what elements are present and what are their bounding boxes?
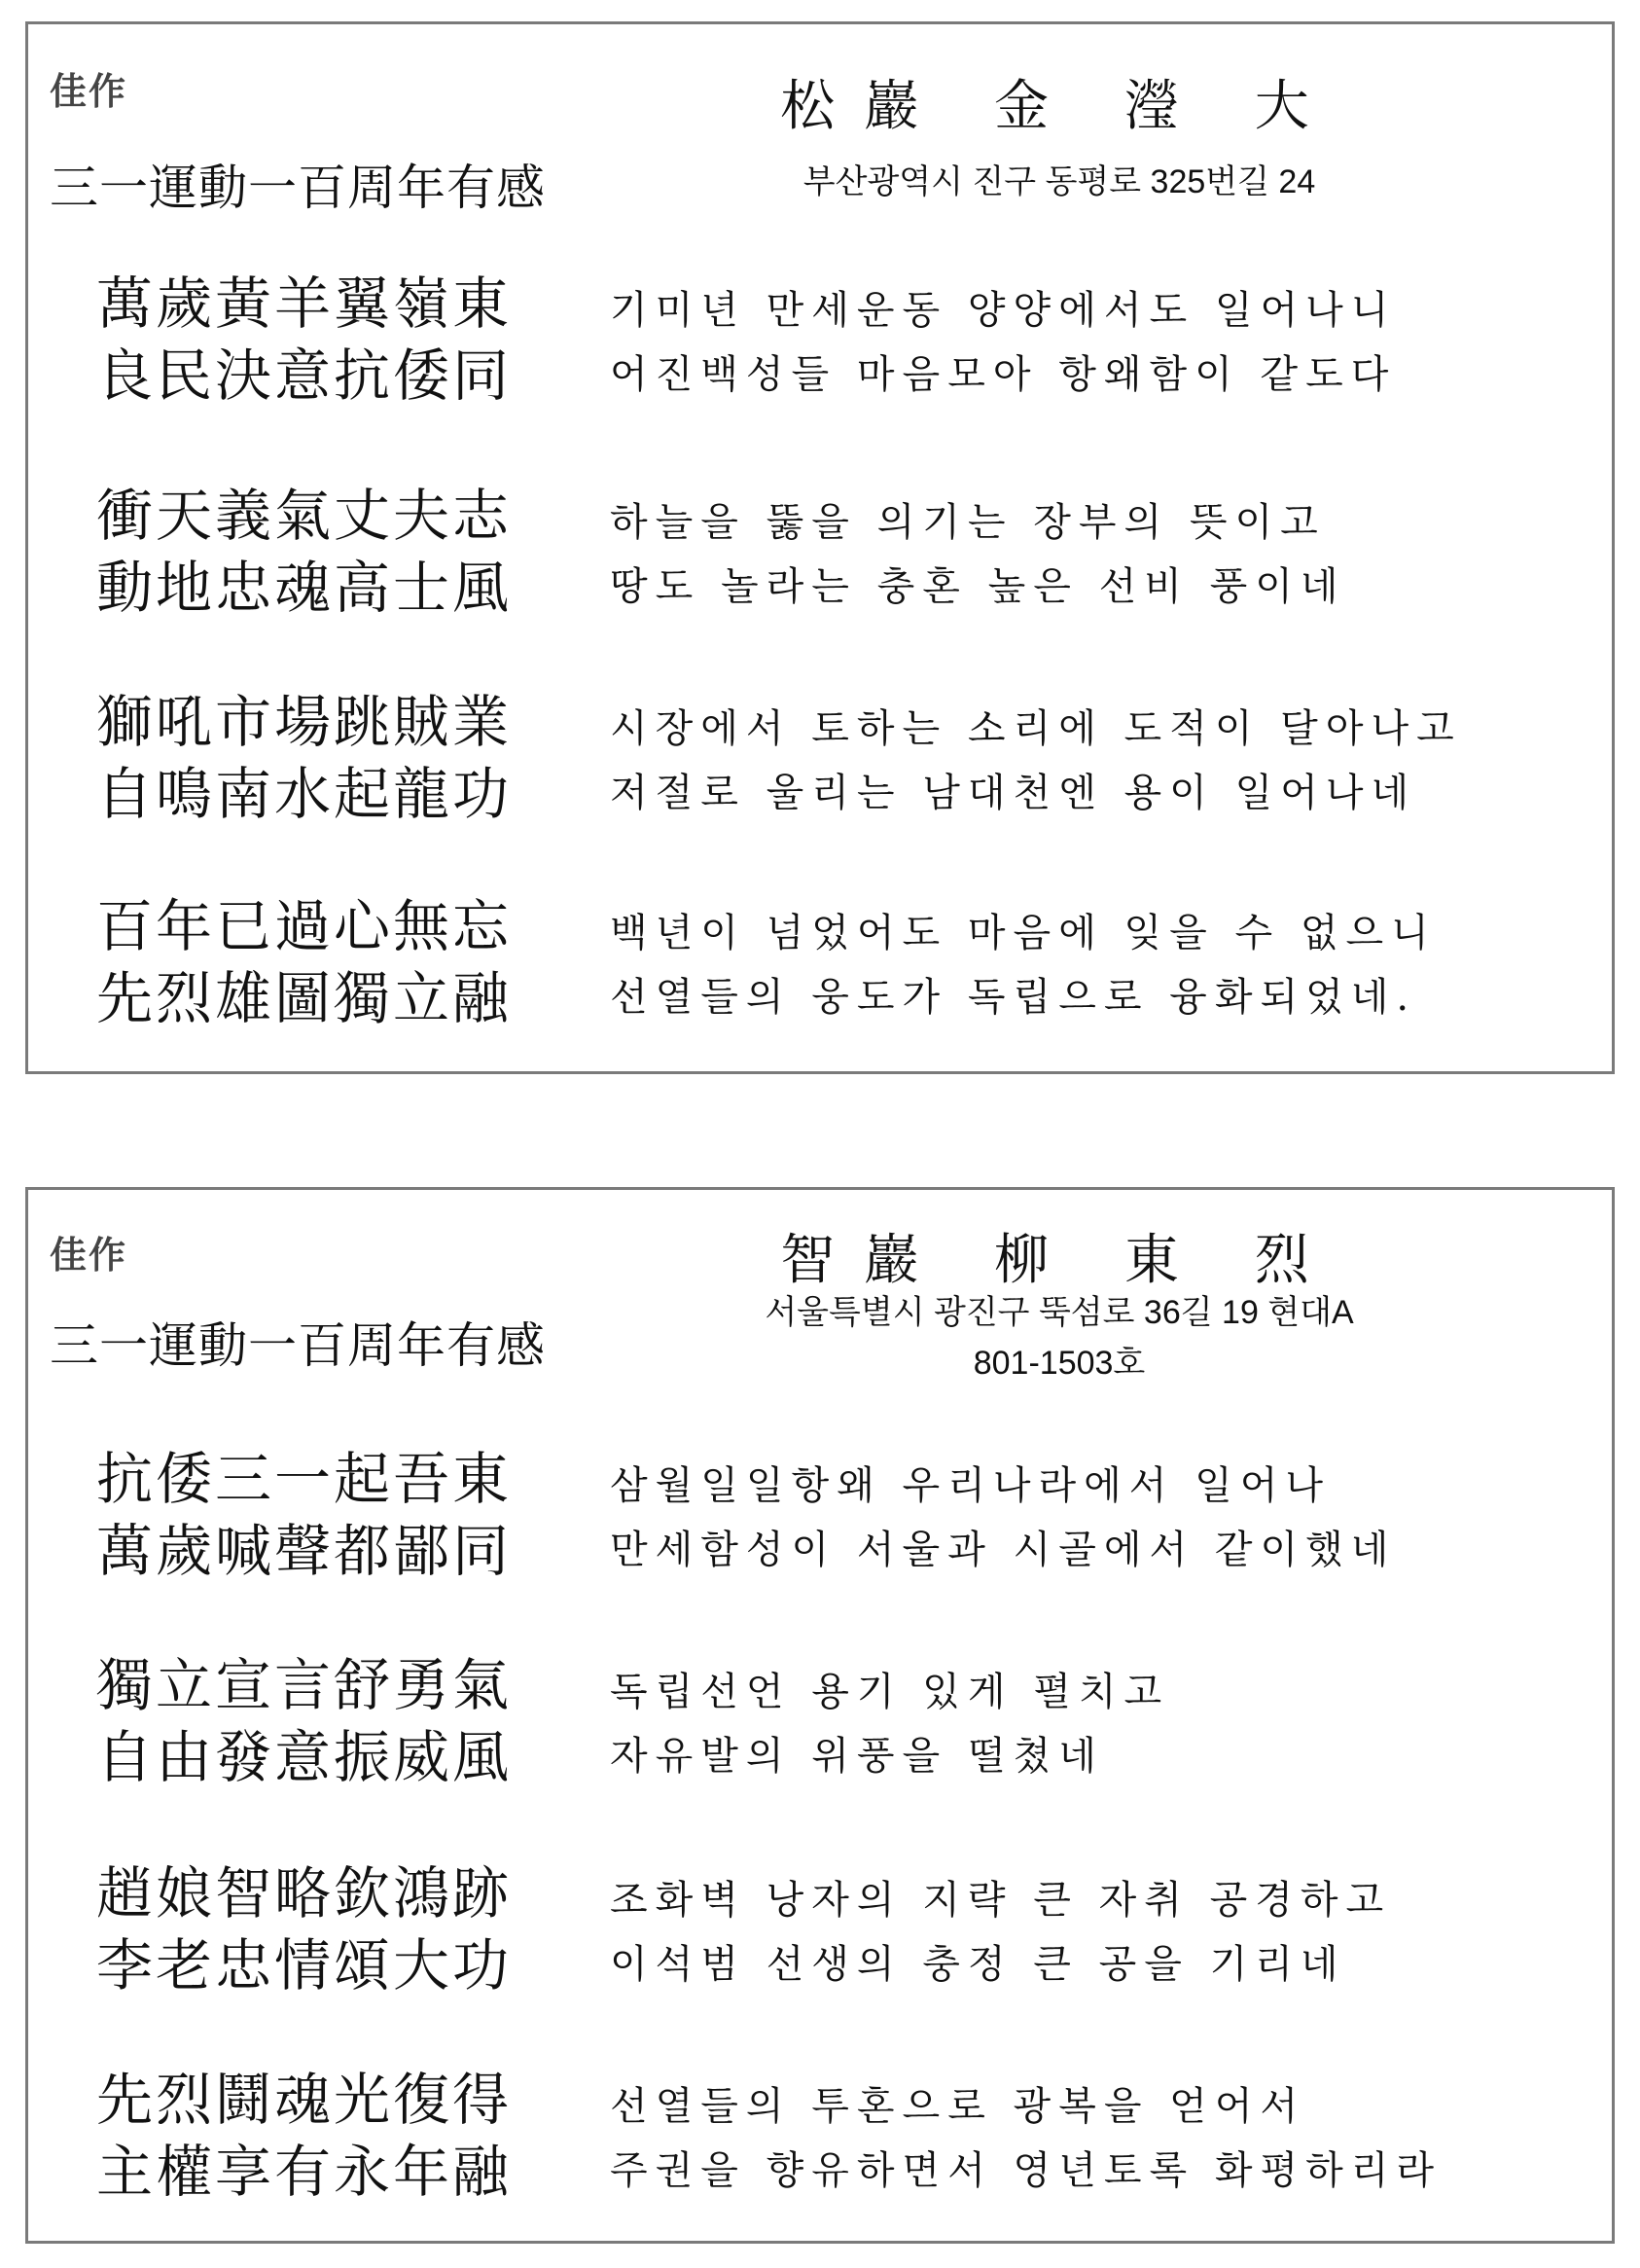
korean-translation-line: 땅도 놀라는 충혼 높은 선비 풍이네 — [610, 564, 1346, 609]
hanja-line: 先烈鬪魂光復得 — [96, 2067, 513, 2133]
hanja-line: 萬歲喊聲都鄙同 — [96, 1518, 513, 1584]
address-line: 801-1503호 — [973, 1345, 1146, 1382]
address-line: 부산광역시 진구 동평로 325번길 24 — [802, 163, 1316, 200]
poem-panel — [25, 21, 1615, 1074]
stanza — [28, 1433, 1618, 1584]
stanza — [28, 1848, 1618, 1998]
stanza — [28, 470, 1618, 621]
korean-translation-line: 하늘을 뚫을 의기는 장부의 뜻이고 — [610, 500, 1326, 545]
hanja-line: 獅吼市場跳賊業 — [96, 689, 513, 755]
korean-translation-line: 주권을 향유하면서 영년토록 화평하리라 — [610, 2148, 1443, 2193]
korean-translation-line: 어진백성들 마음모아 항왜함이 같도다 — [610, 352, 1397, 397]
hanja-line: 主權享有永年融 — [96, 2139, 513, 2205]
korean-translation-line: 조화벽 낭자의 지략 큰 자취 공경하고 — [610, 1878, 1392, 1923]
korean-translation-line: 기미년 만세운동 양양에서도 일어나니 — [610, 288, 1397, 333]
korean-translation-line: 저절로 울리는 남대천엔 용이 일어나네 — [610, 771, 1417, 815]
hanja-line: 百年已過心無忘 — [96, 893, 513, 959]
award-badge: 佳作 — [50, 1234, 128, 1277]
hanja-line: 自由發意振威風 — [96, 1724, 513, 1790]
stanza — [28, 881, 1618, 1031]
korean-translation-line: 삼월일일항왜 우리나라에서 일어나 — [610, 1463, 1332, 1508]
hanja-line: 自鳴南水起龍功 — [96, 761, 513, 827]
stanza — [28, 1639, 1618, 1790]
hanja-line: 良民決意抗倭同 — [96, 342, 513, 409]
korean-translation-line: 선열들의 투혼으로 광복을 얻어서 — [610, 2084, 1306, 2129]
stanza — [28, 2054, 1618, 2205]
korean-translation-line: 이석범 선생의 충정 큰 공을 기리네 — [610, 1942, 1346, 1987]
korean-translation-line: 독립선언 용기 있게 펼치고 — [610, 1670, 1170, 1714]
poem-title: 三一運動一百周年有感 — [50, 160, 546, 216]
stanza — [28, 676, 1618, 827]
korean-translation-line: 만세함성이 서울과 시골에서 같이했네 — [610, 1528, 1397, 1572]
hanja-line: 李老忠情頌大功 — [96, 1932, 513, 1998]
poem-author: 智巖 柳 東 烈 — [780, 1229, 1338, 1292]
author-address — [709, 1287, 1409, 1388]
korean-translation-line: 시장에서 토하는 소리에 도적이 달아나고 — [610, 706, 1462, 751]
hanja-line: 動地忠魂高士風 — [96, 555, 513, 621]
poem-author: 松巖 金 瀅 大 — [780, 75, 1338, 138]
stanza — [28, 258, 1618, 409]
korean-translation-line: 선열들의 웅도가 독립으로 융화되었네. — [610, 975, 1417, 1020]
author-address — [709, 159, 1409, 205]
hanja-line: 衝天義氣丈夫志 — [96, 483, 513, 549]
hanja-line: 趙娘智略欽鴻跡 — [96, 1860, 513, 1926]
poem-title: 三一運動一百周年有感 — [50, 1317, 546, 1374]
award-badge: 佳作 — [50, 70, 128, 113]
hanja-line: 抗倭三一起吾東 — [96, 1446, 513, 1512]
korean-translation-line: 자유발의 위풍을 떨쳤네 — [610, 1734, 1104, 1779]
hanja-line: 獨立宣言舒勇氣 — [96, 1652, 513, 1718]
hanja-line: 先烈雄圖獨立融 — [96, 965, 513, 1031]
address-line: 서울특별시 광진구 뚝섬로 36길 19 현대A — [765, 1294, 1354, 1331]
hanja-line: 萬歲黃羊翼嶺東 — [96, 270, 513, 337]
korean-translation-line: 백년이 넘었어도 마음에 잊을 수 없으니 — [610, 911, 1437, 955]
poem-panel — [25, 1187, 1615, 2244]
